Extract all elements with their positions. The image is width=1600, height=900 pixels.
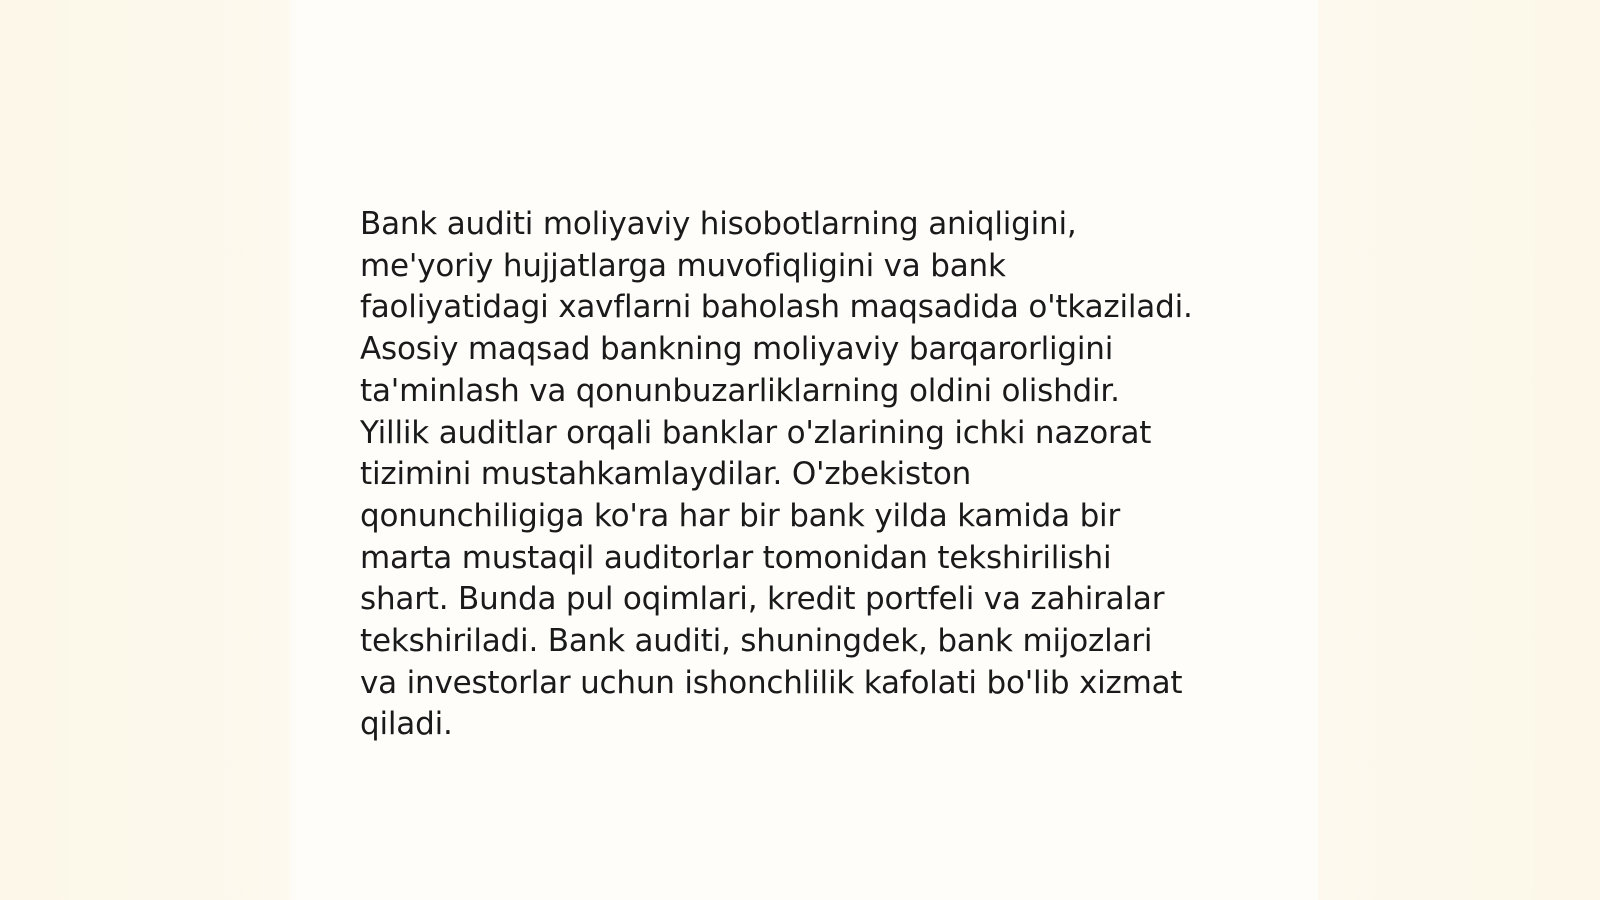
paragraph-line: Bank auditi moliyaviy hisobotlarning aniqligini, xyxy=(360,206,1077,242)
paragraph-line: shart. Bunda pul oqimlari, kredit portfeli va zahiralar xyxy=(360,581,1165,618)
paragraph-line: qonunchiligiga ko'ra har bir bank yilda kamida bir xyxy=(360,497,1121,534)
paragraph-line: faoliyatidagi xavflarni baholash maqsadida o'tkaziladi. xyxy=(360,289,1193,326)
paragraph-line: qiladi. xyxy=(360,706,453,743)
paragraph-line: va investorlar uchun ishonchlilik kafolati bo'lib xizmat xyxy=(360,664,1183,701)
paragraph-line: tekshiriladi. Bank auditi, shuningdek, bank mijozlari xyxy=(360,623,1153,660)
body-paragraph xyxy=(360,204,1280,746)
paragraph-line: ta'minlash va qonunbuzarliklarning oldini olishdir. xyxy=(360,372,1120,409)
paragraph-line: tizimini mustahkamlaydilar. O'zbekiston xyxy=(360,456,972,493)
paragraph-line: Asosiy maqsad bankning moliyaviy barqarorligini xyxy=(360,331,1114,368)
paragraph-line: me'yoriy hujjatlarga muvofiqligini va bank xyxy=(360,247,1006,284)
paragraph-line: Yillik auditlar orqali banklar o'zlarining ichki nazorat xyxy=(360,414,1152,451)
paragraph-line: marta mustaqil auditorlar tomonidan tekshirilishi xyxy=(360,539,1112,576)
